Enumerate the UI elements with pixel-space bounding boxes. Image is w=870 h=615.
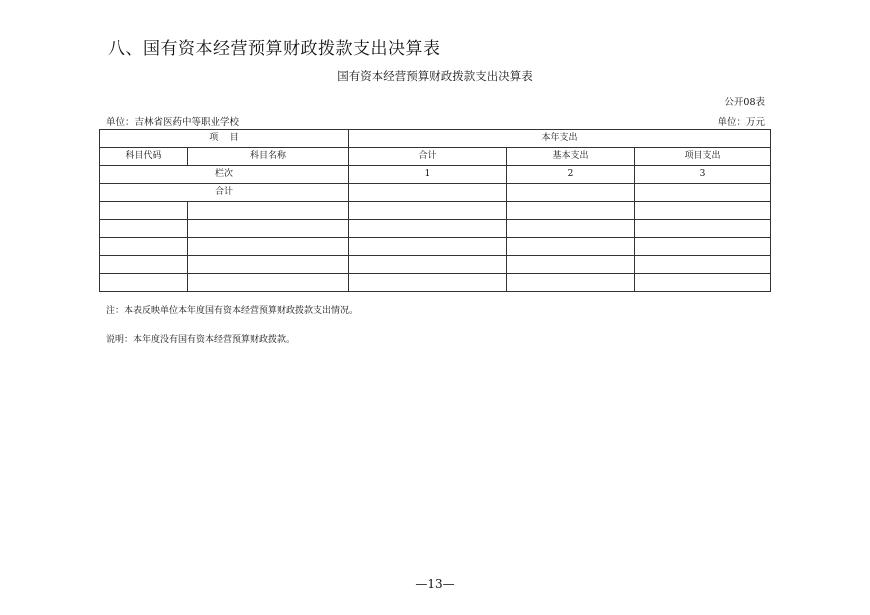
col-basic-expenditure: 基本支出 [507, 148, 635, 166]
expenditure-table [99, 129, 771, 292]
table-cell [507, 274, 635, 292]
form-number: 公开08表 [724, 97, 765, 108]
table-cell [635, 238, 771, 256]
table-cell [349, 238, 507, 256]
table-cell [507, 184, 635, 202]
table-cell [188, 238, 349, 256]
table-cell [349, 256, 507, 274]
table-cell [100, 274, 188, 292]
table-cell [507, 256, 635, 274]
table-row [100, 202, 771, 220]
row-total-label: 合计 [100, 184, 349, 202]
table-cell [100, 238, 188, 256]
table-cell [349, 184, 507, 202]
table-row [100, 220, 771, 238]
table-cell [188, 274, 349, 292]
table-title: 国有资本经营预算财政拨款支出决算表 [337, 69, 533, 83]
table-cell [635, 184, 771, 202]
header-item: 项 目 [100, 130, 349, 148]
explanation-note: 说明：本年度没有国有资本经营预算财政拨款。 [106, 335, 296, 345]
table-row [100, 274, 771, 292]
header-current-year: 本年支出 [349, 130, 771, 148]
table-cell [507, 202, 635, 220]
section-title: 八、国有资本经营预算财政拨款支出决算表 [108, 39, 441, 59]
table-cell [188, 256, 349, 274]
table-cell [507, 238, 635, 256]
page-number: —13— [415, 577, 455, 591]
table-row-index [100, 166, 771, 184]
row-index-1: 1 [349, 166, 507, 184]
table-cell [100, 202, 188, 220]
row-index-2: 2 [507, 166, 635, 184]
table-cell [100, 220, 188, 238]
table-header-row [100, 130, 771, 148]
reporting-unit: 单位：吉林省医药中等职业学校 [106, 117, 240, 128]
table-cell [349, 220, 507, 238]
table-cell [349, 274, 507, 292]
col-subject-name: 科目名称 [188, 148, 349, 166]
table-cell [635, 274, 771, 292]
table-cell [635, 202, 771, 220]
row-index-3: 3 [635, 166, 771, 184]
row-index-label: 栏次 [100, 166, 349, 184]
currency-unit: 单位：万元 [717, 117, 765, 128]
table-row-total [100, 184, 771, 202]
table-column-row [100, 148, 771, 166]
col-subject-code: 科目代码 [100, 148, 188, 166]
table-cell [100, 256, 188, 274]
table-row [100, 256, 771, 274]
table-cell [188, 220, 349, 238]
table-cell [635, 256, 771, 274]
table-cell [349, 202, 507, 220]
table-row [100, 238, 771, 256]
table-note: 注：本表反映单位本年度国有资本经营预算财政拨款支出情况。 [106, 306, 359, 316]
col-total: 合计 [349, 148, 507, 166]
table-cell [507, 220, 635, 238]
table-cell [635, 220, 771, 238]
col-project-expenditure: 项目支出 [635, 148, 771, 166]
table-cell [188, 202, 349, 220]
